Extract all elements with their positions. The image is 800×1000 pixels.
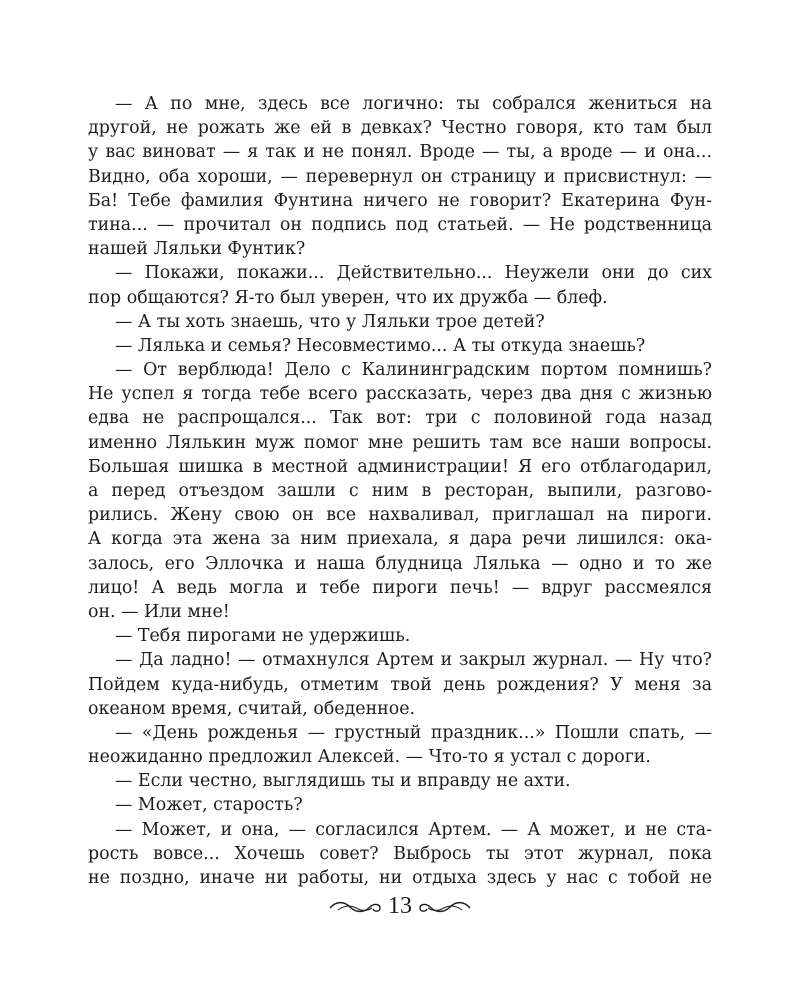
text-line: — Если честно, выглядишь ты и вправду не ахти. <box>115 771 571 792</box>
text-line: именно Лялькин муж помог мне решить там все наши вопросы. <box>88 432 712 453</box>
text-line: — А ты хоть знаешь, что у Ляльки трое детей? <box>115 311 545 332</box>
text-line: — А по мне, здесь все логично: ты собрался жениться на <box>115 94 712 114</box>
text-line: рились. Жену свою он все нахваливал, приглашал на пироги. <box>88 505 712 526</box>
text-line: — Покажи, покажи... Действительно... Неужели они до сих <box>115 263 712 284</box>
page-number: 13 <box>388 893 412 919</box>
right-flourish-ornament-icon <box>418 899 472 915</box>
text-line: — Может, старость? <box>115 795 303 816</box>
text-line: А когда эта жена за ним приехала, я дара речи лишился: ока- <box>88 529 712 550</box>
text-line: неожиданно предложил Алексей. — Что-то я устал с дороги. <box>88 747 651 768</box>
text-line: у вас виноват — я так и не понял. Вроде — ты, а вроде — и она... <box>88 142 712 163</box>
text-line: не поздно, иначе ни работы, ни отдыха здесь у нас с тобой не <box>88 868 712 888</box>
text-line: Пойдем куда-нибудь, отметим твой день рождения? У меня за <box>88 674 712 695</box>
text-line: Ба! Тебе фамилия Фунтина ничего не говорит? Екатерина Фун- <box>88 190 712 211</box>
book-page-text <box>88 92 712 890</box>
text-line: другой, не рожать же ей в девках? Честно говоря, кто там был <box>88 118 712 139</box>
text-line: — Лялька и семья? Несовместимо... А ты откуда знаешь? <box>115 335 646 356</box>
text-line: пор общаются? Я-то был уверен, что их дружба — блеф. <box>88 287 608 308</box>
page-folio <box>0 893 800 920</box>
text-line: Не успел я тогда тебе всего рассказать, через два дня с жизнью <box>88 384 712 405</box>
text-line: залось, его Эллочка и наша блудница Лялька — одно и то же <box>88 553 712 574</box>
text-line: — От верблюда! Дело с Калининградским портом помнишь? <box>115 360 712 381</box>
text-line: — Да ладно! — отмахнулся Артем и закрыл журнал. — Ну что? <box>115 650 712 671</box>
text-line: лицо! А ведь могла и тебе пироги печь! — вдруг рассмеялся <box>88 577 712 598</box>
text-line: он. — Или мне! <box>88 601 230 622</box>
text-line: Большая шишка в местной администрации! Я его отблагодарил, <box>88 456 712 477</box>
text-line: а перед отъездом зашли с ним в ресторан, выпили, разгово- <box>88 481 712 501</box>
text-line: нашей Ляльки Фунтик? <box>88 239 306 260</box>
text-line: — «День рожденья — грустный праздник...» Пошли спать, — <box>115 722 712 743</box>
text-line: едва не распрощался... Так вот: три с половиной года назад <box>88 408 712 429</box>
text-line: океаном время, считай, обеденное. <box>88 698 416 719</box>
text-line: тина... — прочитал он подпись под статьей. — Не родственница <box>88 214 712 235</box>
text-line: Видно, оба хороши, — перевернул он страницу и присвистнул: — <box>88 166 712 187</box>
text-line: — Может, и она, — согласился Артем. — А может, и не ста- <box>115 819 712 840</box>
text-line: — Тебя пирогами не удержишь. <box>115 626 411 647</box>
left-flourish-ornament-icon <box>328 899 382 915</box>
text-line: рость вовсе... Хочешь совет? Выбрось ты этот журнал, пока <box>88 843 712 864</box>
